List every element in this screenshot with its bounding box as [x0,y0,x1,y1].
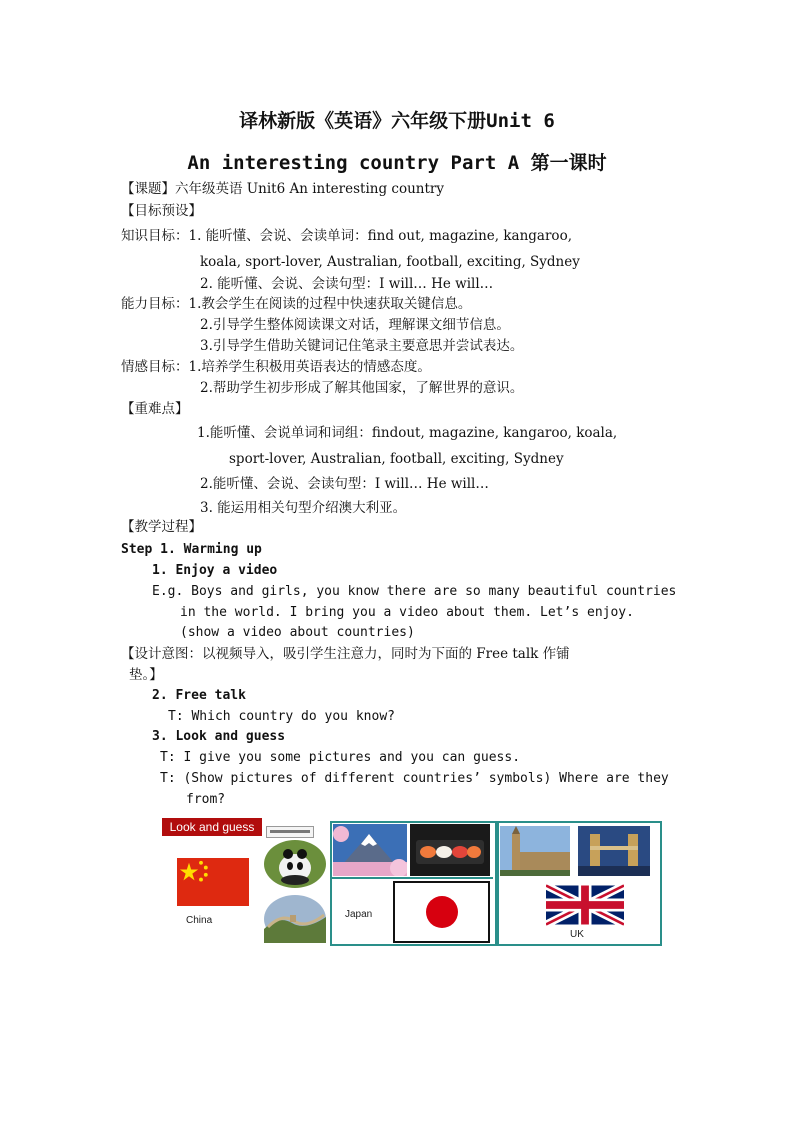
process-heading: 【教学过程】 [121,519,202,535]
knowledge-goal-2: 2. 能听懂、会说、会读句型：I will… He will… [200,276,494,292]
look-guess-heading: 3. Look and guess [152,729,286,744]
step1-heading: Step 1. Warming up [121,542,262,557]
page-title: 译林新版《英语》六年级下册Unit 6 [239,110,555,132]
key-heading: 【重难点】 [121,401,189,417]
emotion-goal-2: 2.帮助学生初步形成了解其他国家，了解世界的意识。 [200,380,524,396]
ability-goal-2: 2.引导学生整体阅读课文对话，理解课文细节信息。 [200,317,510,333]
uk-flag-image [546,884,624,926]
japan-flag-image [393,881,490,943]
enjoy-video-line-1: E.g. Boys and girls, you know there are so many beautiful countries [152,584,677,599]
small-caption-box [266,826,314,838]
tower-bridge-photo [578,826,650,876]
china-label: China [186,915,213,926]
enjoy-video-line-3: (show a video about countries) [180,625,415,640]
enjoy-video-heading: 1. Enjoy a video [152,563,278,578]
enjoy-video-line-2: in the world. I bring you a video about them. Let’s enjoy. [180,605,634,620]
look-and-guess-banner: Look and guess [162,818,262,836]
uk-label: UK [570,929,584,940]
key-point-2: 2.能听懂、会说、会读句型：I will… He will… [200,476,489,492]
free-talk-line-1: T: Which country do you know? [168,709,395,724]
design-intent-line-1: 【设计意图：以视频导入，吸引学生注意力，同时为下面的 Free talk 作铺 [121,646,570,662]
look-guess-line-3: from? [186,792,226,807]
sushi-photo [410,824,490,876]
ability-goal-3: 3.引导学生借助关键词记住笔录主要意思并尝试表达。 [200,338,524,354]
look-guess-line-2: T: (Show pictures of different countries’ symbols) Where are they [160,771,669,786]
great-wall-photo [264,895,326,943]
china-flag-image [177,856,249,908]
mount-fuji-photo [333,824,407,876]
japan-label: Japan [345,909,373,920]
key-point-words: sport-lover, Australian, football, exciting, Sydney [229,451,564,467]
topic-line: 【课题】六年级英语 Unit6 An interesting country [121,181,444,197]
emotion-goal-1: 情感目标：1.培养学生积极用英语表达的情感态度。 [121,359,431,375]
look-guess-line-1: T: I give you some pictures and you can guess. [160,750,521,765]
knowledge-goal-words: koala, sport-lover, Australian, football, exciting, Sydney [200,254,580,270]
key-point-3: 3. 能运用相关句型介绍澳大利亚。 [200,500,407,516]
page-subtitle: An interesting country Part A 第一课时 [187,152,607,174]
knowledge-goal-1: 知识目标：1. 能听懂、会说、会读单词：find out, magazine, kangaroo, [121,228,572,244]
ability-goal-1: 能力目标：1.教会学生在阅读的过程中快速获取关键信息。 [121,296,472,312]
free-talk-heading: 2. Free talk [152,688,246,703]
goals-heading: 【目标预设】 [121,203,202,219]
japan-divider [332,877,493,879]
panda-photo [264,840,326,888]
key-point-1: 1.能听懂、会说单词和词组：findout, magazine, kangaroo, koala, [197,425,618,441]
big-ben-photo [500,826,570,876]
design-intent-line-2: 垫。】 [129,667,163,683]
